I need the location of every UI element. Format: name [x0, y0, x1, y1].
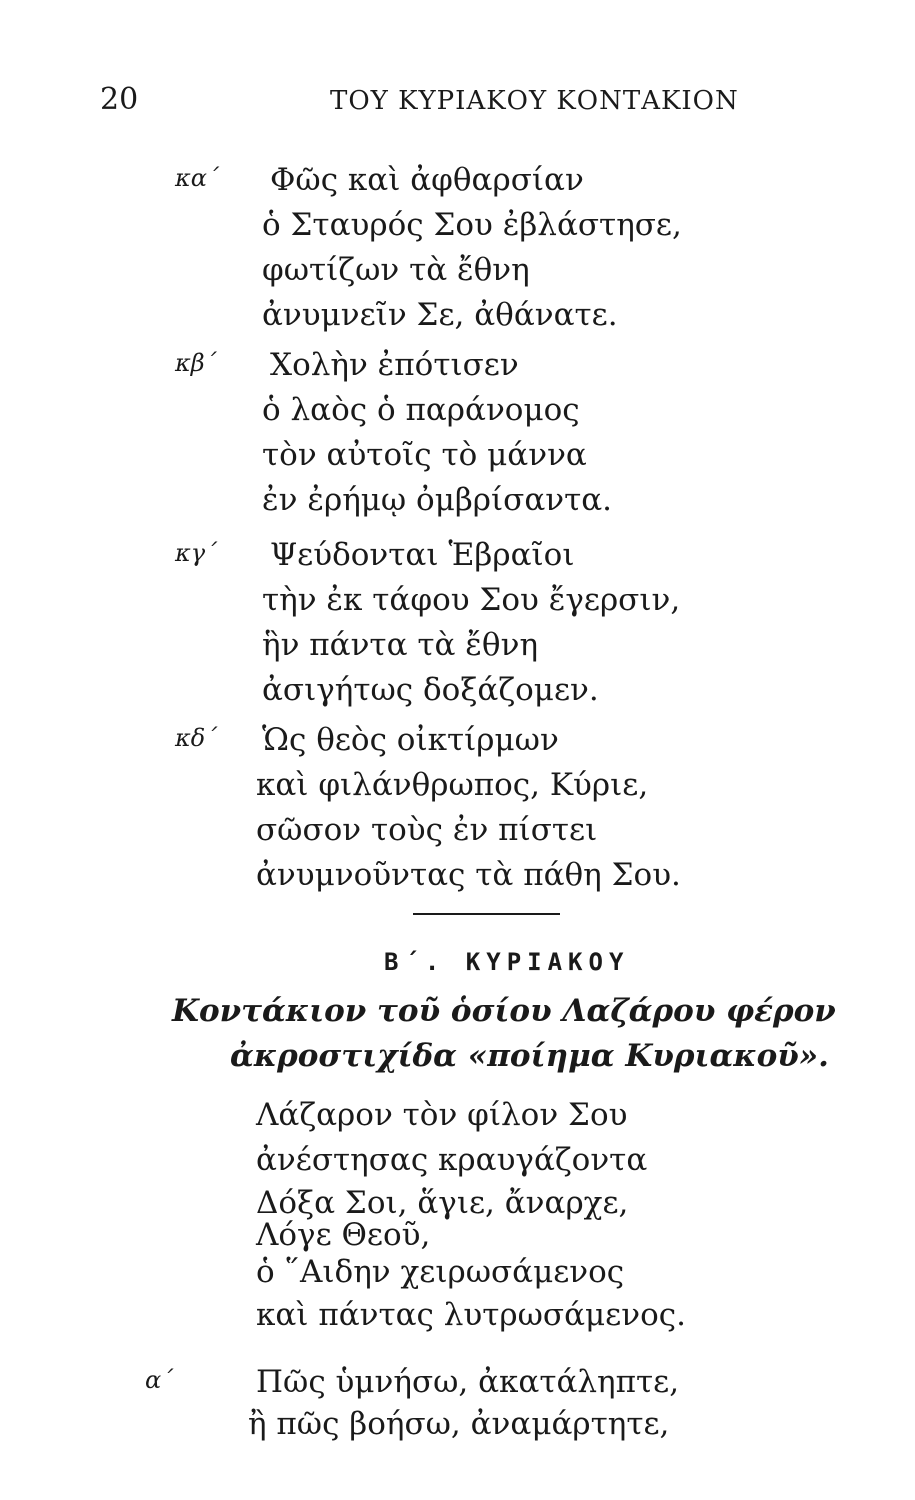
prooimion-line: Λάζαρον τὸν φίλον Σου	[256, 1097, 628, 1133]
verse-line: Φῶς καὶ ἀφθαρσίαν	[270, 162, 584, 198]
verse-line: ἐν ἐρήμῳ ὀμβρίσαντα.	[262, 482, 613, 518]
prooimion-line: Δόξα Σοι, ἅγιε, ἄναρχε,	[256, 1185, 629, 1221]
verse-line: σῶσον τοὺς ἐν πίστει	[256, 812, 598, 848]
verse-line: Ψεύδονται Ἑβραῖοι	[270, 537, 575, 573]
prooimion-line: Λόγε Θεοῦ,	[256, 1217, 431, 1253]
verse-line: ἢ πῶς βοήσω, ἀναμάρτητε,	[248, 1406, 670, 1442]
verse-line: ὁ Σταυρός Σου ἐβλάστησε,	[262, 207, 682, 243]
verse-line: Πῶς ὑμνήσω, ἀκατάληπτε,	[256, 1364, 680, 1400]
stanza-number: κδ΄	[175, 724, 218, 752]
verse-line: καὶ φιλάνθρωπος, Κύριε,	[256, 767, 649, 803]
verse-line: ὁ λαὸς ὁ παράνομος	[262, 392, 580, 428]
verse-line: τὴν ἐκ τάφου Σου ἔγερσιν,	[262, 582, 681, 618]
prooimion-line: ἀνέστησας κραυγάζοντα	[256, 1142, 648, 1178]
stanza-number: κγ΄	[175, 539, 218, 567]
verse-line: τὸν αὐτοῖς τὸ μάννα	[262, 437, 587, 473]
section-divider	[413, 913, 560, 915]
running-head: ΤΟΥ ΚΥΡΙΑΚΟΥ ΚΟΝΤΑΚΙΟΝ	[330, 86, 739, 116]
prooimion-line: ὁ ῞Αιδην χειρωσάμενος	[256, 1254, 625, 1290]
verse-line: Ὡς θεὸς οἰκτίρμων	[262, 722, 559, 758]
stanza-number: κα΄	[175, 164, 219, 192]
page-number: 20	[100, 82, 139, 117]
verse-line: ἣν πάντα τὰ ἔθνη	[262, 627, 539, 663]
section-heading: Β΄. ΚΥΡΙΑΚΟΥ	[384, 948, 630, 976]
verse-line: φωτίζων τὰ ἔθνη	[262, 252, 530, 288]
kontakion-title-line: ἀκροστιχίδα «ποίημα Κυριακοῦ».	[230, 1038, 829, 1074]
kontakion-title-line: Κοντάκιον τοῦ ὁσίου Λαζάρου φέρον	[172, 993, 836, 1029]
stanza-number: α΄	[145, 1366, 174, 1394]
stanza-number: κβ΄	[175, 349, 217, 377]
verse-line: Χολὴν ἐπότισεν	[270, 347, 519, 383]
verse-line: ἀνυμνεῖν Σε, ἀθάνατε.	[262, 297, 618, 333]
verse-line: ἀσιγήτως δοξάζομεν.	[262, 672, 599, 708]
verse-line: ἀνυμνοῦντας τὰ πάθη Σου.	[256, 857, 681, 893]
prooimion-line: καὶ πάντας λυτρωσάμενος.	[256, 1297, 686, 1333]
